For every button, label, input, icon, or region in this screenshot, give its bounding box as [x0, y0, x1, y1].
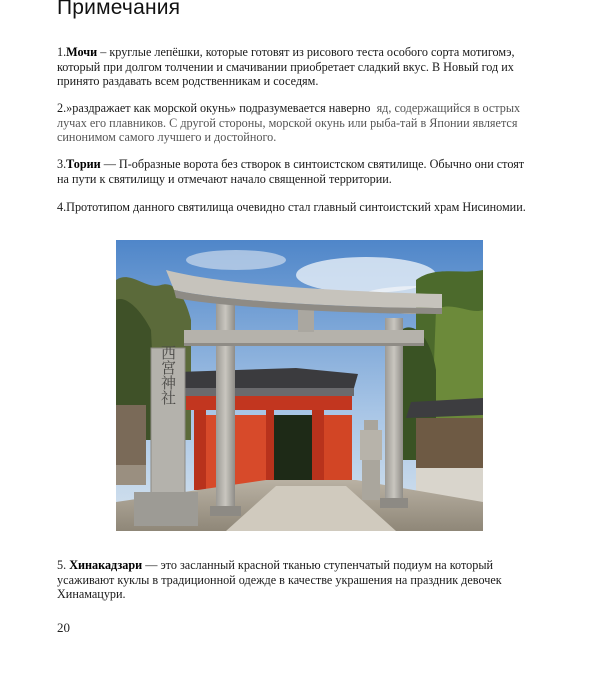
- note-number: 5.: [57, 558, 67, 572]
- page-title: Примечания: [57, 0, 181, 19]
- note-4: [57, 200, 537, 215]
- note-text: яд, содержащийся в острых лучах его плавников. С другой стороны, морской окунь или рыба-тай в Японии является синонимом самого лучшего и достойного.: [57, 101, 521, 145]
- note-2: [57, 101, 537, 145]
- note-quote: »раздражает как морской окунь» подразумевается наверно: [66, 101, 371, 115]
- note-5: [57, 558, 537, 602]
- note-term: Хинакадзари: [69, 558, 143, 572]
- page-number: 20: [57, 620, 70, 635]
- note-number: 3.: [57, 157, 67, 171]
- note-term: Мочи: [66, 45, 98, 59]
- stone-pillar-inscription: 西宮神社: [159, 345, 177, 405]
- note-text: Прототипом данного святилища очевидно стал главный синтоистский храм Нисиномии.: [66, 200, 526, 214]
- note-1: [57, 45, 537, 89]
- note-text: — это засланный красной тканью ступенчатый подиум на который усаживают куклы в традиционной одежде в качестве украшения на праздник девочек Хинамацури.: [57, 558, 502, 602]
- note-term: Тории: [66, 157, 101, 171]
- torii-shrine-photo: [116, 240, 483, 531]
- note-number: 4.: [57, 200, 67, 214]
- note-number: 2.: [57, 101, 67, 115]
- note-text: — П-образные ворота без створок в синтоистском святилище. Обычно они стоят на пути к святилищу и отмечают начало священной территории.: [57, 157, 525, 186]
- note-number: 1.: [57, 45, 67, 59]
- note-3: [57, 157, 537, 186]
- note-text: – круглые лепёшки, которые готовят из рисового теста особого сорта мотигомэ, который при долгом толчении и смачивании приобретает сладкий вкус. В Новый год их принято раздавать всем родственникам и соседям.: [57, 45, 515, 89]
